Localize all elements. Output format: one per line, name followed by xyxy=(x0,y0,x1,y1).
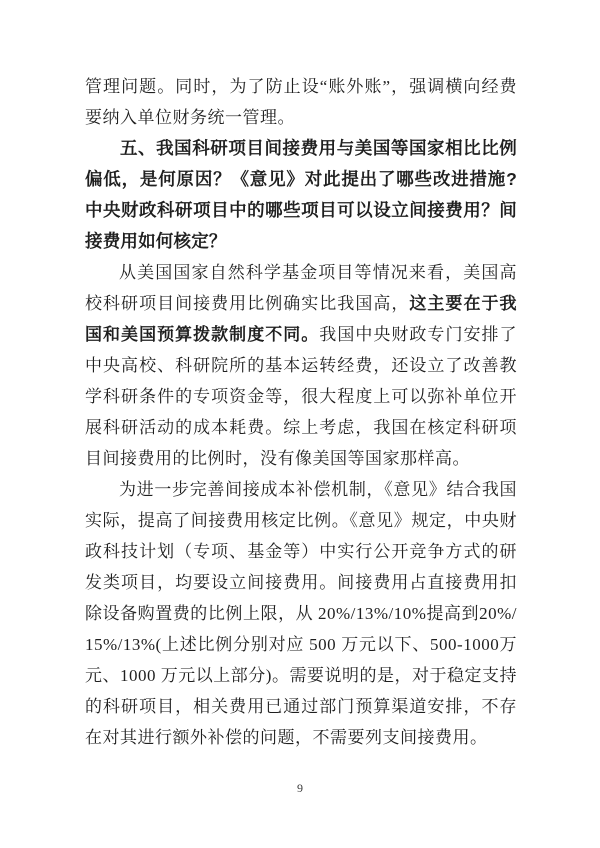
paragraph xyxy=(85,71,517,133)
document-body xyxy=(85,71,517,753)
bold-text-run: 这主要在于我国和美国预算拨款制度不同。 xyxy=(85,294,517,344)
page-number: 9 xyxy=(297,781,303,795)
paragraph xyxy=(85,257,517,474)
bold-text-run: 五、我国科研项目间接费用与美国等国家相比比例偏低，是何原因？《意见》对此提出了哪些改进措施?中央财政科研项目中的哪些项目可以设立间接费用？间接费用如何核定？ xyxy=(85,138,517,251)
text-run: 从美国国家自然科学基金项目等情况来看，美国高校科研项目间接费用比例确实比我国高， xyxy=(85,263,517,313)
paragraph xyxy=(85,474,517,753)
text-run: 管理问题。同时，为了防止设“账外账”，强调横向经费要纳入单位财务统一管理。 xyxy=(85,77,517,127)
text-run: 为进一步完善间接成本补偿机制，《意见》结合我国实际，提高了间接费用核定比例。《意见》规定，中央财政科技计划（专项、基金等）中实行公开竞争方式的研发类项目，均要设立间接费用。间接费用占直接费用扣除设备购置费的比例上限，从 20%/13%/10%提高到20%/15%/13%(上述比例分别对应 500 万元以下、500-1000万元、1000 万元以上部分)。需要说明的是，对于稳定支持的科研项目，相关费用已通过部门预算渠道安排，不存在对其进行额外补偿的问题，不需要列支间接费用。 xyxy=(85,480,517,747)
page-footer xyxy=(0,779,600,797)
text-run: 我国中央财政专门安排了中央高校、科研院所的基本运转经费，还设立了改善教学科研条件的专项资金等，很大程度上可以弥补单位开展科研活动的成本耗费。综上考虑，我国在核定科研项目间接费用的比例时，没有像美国等国家那样高。 xyxy=(85,325,518,468)
section-heading xyxy=(85,133,517,257)
